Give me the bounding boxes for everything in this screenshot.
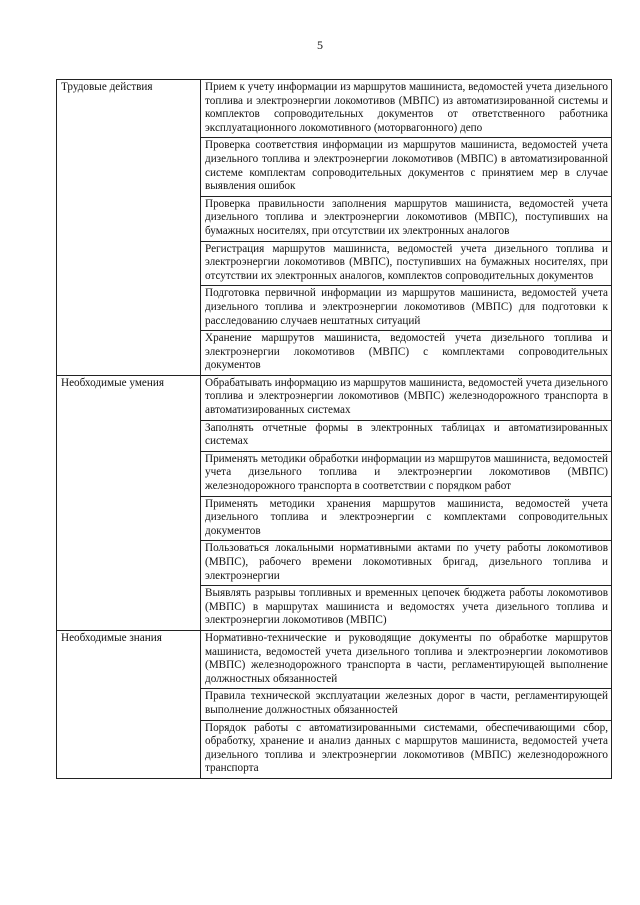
table-cell: Заполнять отчетные формы в электронных таблицах и автоматизированных системах bbox=[201, 420, 612, 451]
competency-table bbox=[56, 79, 612, 779]
table-row bbox=[57, 80, 612, 138]
table-cell: Применять методики обработки информации из маршрутов машиниста, ведомостей учета дизельного топлива и электроэнергии локомотивов (МВПС) железнодорожного транспорта в соответствии с порядком работ bbox=[201, 451, 612, 496]
table-cell: Пользоваться локальными нормативными актами по учету работы локомотивов (МВПС), рабочего времени локомотивных бригад, дизельного топлива и электроэнергии bbox=[201, 541, 612, 586]
page-number: 5 bbox=[317, 38, 323, 52]
table-cell: Правила технической эксплуатации железных дорог в части, регламентирующей выполнение должностных обязанностей bbox=[201, 689, 612, 720]
table-cell: Нормативно-технические и руководящие документы по обработке маршрутов машиниста, ведомостей учета дизельного топлива и электроэнергии локомотивов (МВПС) железнодорожного транспорта в части, регламентирующей выполнение должностных обязанностей bbox=[201, 630, 612, 688]
table-cell: Прием к учету информации из маршрутов машиниста, ведомостей учета дизельного топлива и электроэнергии локомотивов (МВПС) из автоматизированной системы и комплектов сопроводительных документов от ответственного работника эксплуатационного локомотивного (моторвагонного) депо bbox=[201, 80, 612, 138]
table-cell: Проверка соответствия информации из маршрутов машиниста, ведомостей учета дизельного топлива и электроэнергии локомотивов (МВПС) в автоматизированной системе комплектам сопроводительных документов с принятием мер в случае выявления ошибок bbox=[201, 138, 612, 196]
table-cell: Подготовка первичной информации из маршрутов машиниста, ведомостей учета дизельного топлива и электроэнергии локомотивов (МВПС) для подготовки к расследованию случаев нештатных ситуаций bbox=[201, 286, 612, 331]
table-row bbox=[57, 630, 612, 688]
section-label-required-skills: Необходимые умения bbox=[57, 375, 201, 630]
table-cell: Выявлять разрывы топливных и временных цепочек бюджета работы локомотивов (МВПС) в маршрутах машиниста и ведомостях учета дизельного топлива и электроэнергии локомотивов (МВПС) bbox=[201, 586, 612, 631]
section-label-labor-actions: Трудовые действия bbox=[57, 80, 201, 376]
table-cell: Обрабатывать информацию из маршрутов машиниста, ведомостей учета дизельного топлива и электроэнергии локомотивов (МВПС) железнодорожного транспорта в автоматизированных системах bbox=[201, 375, 612, 420]
table-cell: Порядок работы с автоматизированными системами, обеспечивающими сбор, обработку, хранение и анализ данных с маршрутов машиниста, ведомостей учета дизельного топлива и электроэнергии локомотивов (МВПС) железнодорожного транспорта bbox=[201, 720, 612, 778]
table-cell: Проверка правильности заполнения маршрутов машиниста, ведомостей учета дизельного топлива и электроэнергии локомотивов (МВПС), поступивших на бумажных носителях, при отсутствии их электронных аналогов bbox=[201, 196, 612, 241]
section-label-required-knowledge: Необходимые знания bbox=[57, 630, 201, 778]
table-row bbox=[57, 375, 612, 420]
table-cell: Регистрация маршрутов машиниста, ведомостей учета дизельного топлива и электроэнергии локомотивов (МВПС), поступивших на бумажных носителях, при отсутствии их электронных аналогов, комплектов сопроводительных документов bbox=[201, 241, 612, 286]
table-cell: Хранение маршрутов машиниста, ведомостей учета дизельного топлива и электроэнергии локомотивов (МВПС) с комплектами сопроводительных документов bbox=[201, 331, 612, 376]
table-cell: Применять методики хранения маршрутов машиниста, ведомостей учета дизельного топлива и электроэнергии с комплектами сопроводительных документов bbox=[201, 496, 612, 541]
